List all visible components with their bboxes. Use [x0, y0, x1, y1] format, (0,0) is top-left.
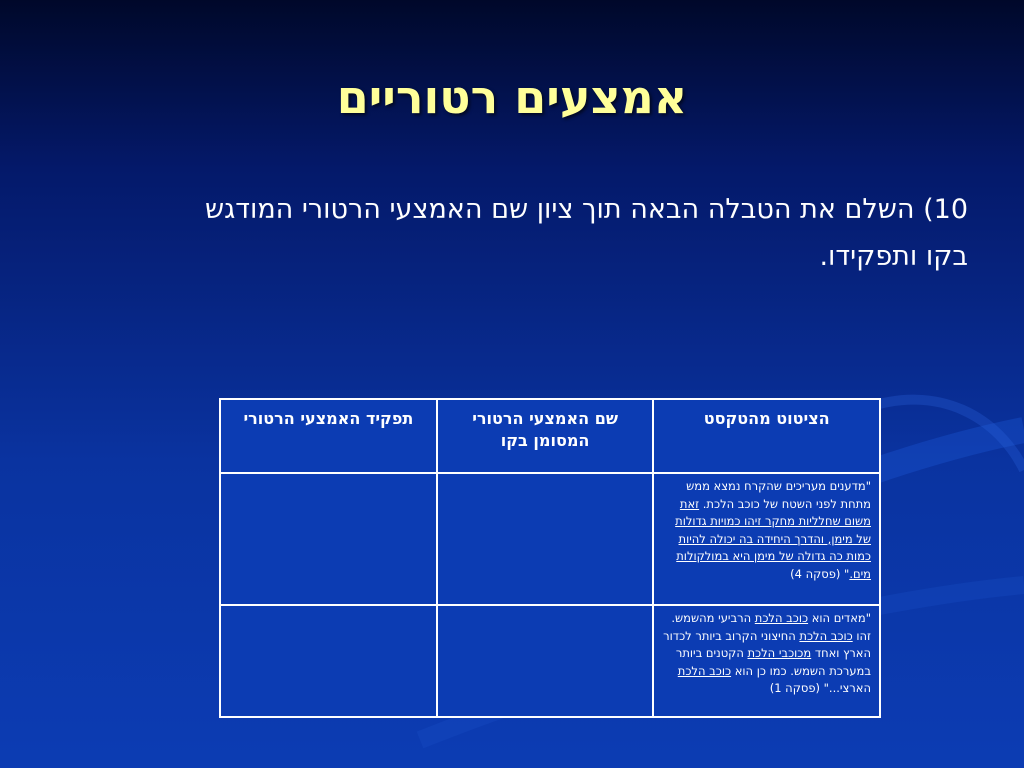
underlined-phrase: מכוכבי הלכת: [747, 646, 812, 660]
quote-text: "מדענים מעריכים שהקרח נמצא ממש מתחת לפני השטח של כוכב הלכת.: [686, 479, 871, 511]
header-device-name: שם האמצעי הרטורי המסומן בקו: [437, 399, 654, 473]
table-row: [220, 473, 880, 605]
underlined-phrase: כוכב הלכת: [754, 611, 809, 625]
quote-text: הקטנים ביותר במערכת השמש. כמו כן הוא: [675, 646, 871, 678]
table-header-row: [220, 399, 880, 473]
underlined-phrase: כוכב הלכת: [799, 628, 853, 643]
instruction-text: [180, 186, 968, 280]
device-role-cell-1[interactable]: [220, 473, 437, 605]
question-number: 10): [923, 194, 968, 225]
quote-text: "מאדים הוא: [808, 611, 871, 625]
quote-text: הרביעי מהשמש. זהו: [671, 611, 871, 643]
quote-text: הארצי..." (פסקה 1): [769, 681, 871, 695]
underlined-phrase: זאת משום שחלליות מחקר זיהו כמויות גדולות של מימן, והדרך היחידה בה יכולה להיות כמות כה גדולה של מימן היא במולקולות מים.: [675, 496, 871, 581]
device-name-cell-1[interactable]: [437, 473, 654, 605]
header-device-role: תפקיד האמצעי הרטורי: [220, 399, 437, 473]
slide-title: אמצעים רטוריים: [336, 70, 688, 124]
quote-cell-2: [653, 605, 880, 717]
device-name-cell-2[interactable]: [437, 605, 654, 717]
device-role-cell-2[interactable]: [220, 605, 437, 717]
underlined-phrase: כוכב הלכת: [677, 663, 732, 678]
header-quote: הציטוט מהטקסט: [653, 399, 880, 473]
quote-cell-1: [653, 473, 880, 605]
quote-text: החיצוני הקרוב ביותר לכדור הארץ ואחד: [663, 628, 871, 660]
instruction-body: השלם את הטבלה הבאה תוך ציון שם האמצעי הרטורי המודגש בקו ותפקידו.: [204, 194, 968, 272]
table-row: [220, 605, 880, 717]
rhetoric-table: [219, 398, 881, 718]
quote-text: " (פסקה 4): [790, 566, 850, 581]
